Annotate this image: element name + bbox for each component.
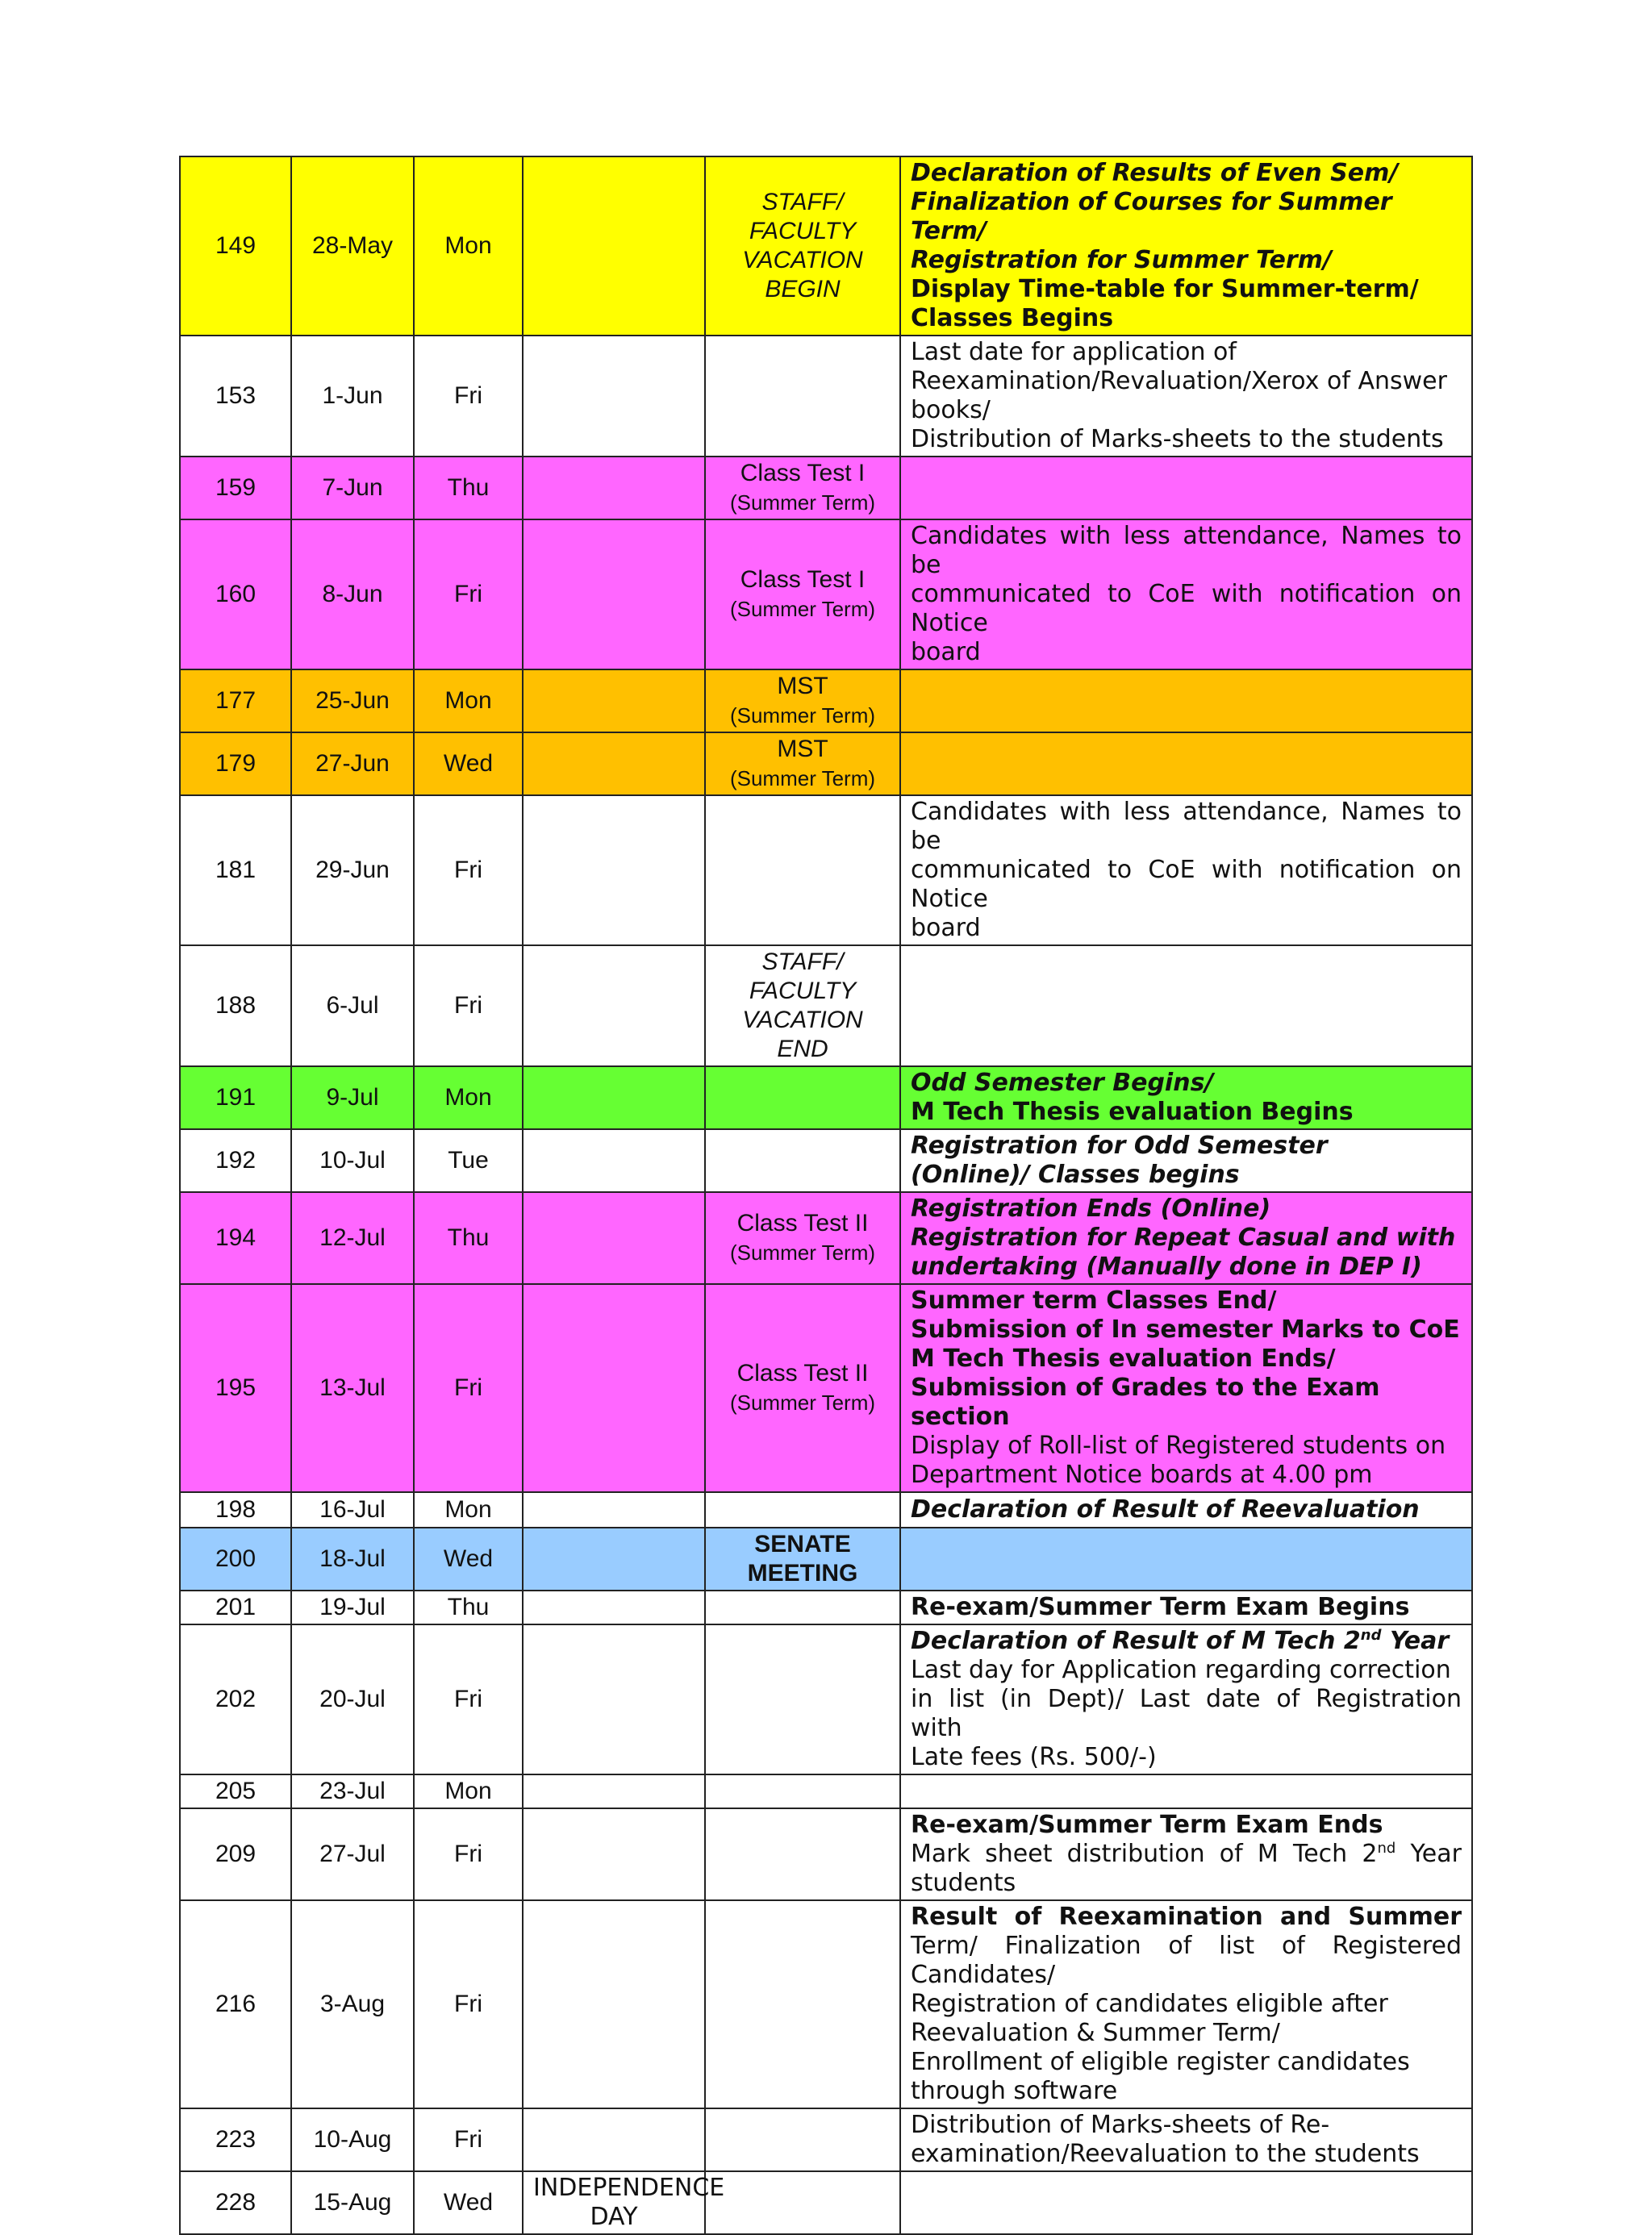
- activity-line: Display of Roll-list of Registered students on: [911, 1432, 1446, 1460]
- activity-line: Last date for application of: [911, 338, 1237, 366]
- activity-line: board: [911, 638, 981, 666]
- weekday-cell: Fri: [414, 2108, 523, 2171]
- activity-line: Summer term Classes End/: [911, 1286, 1277, 1315]
- activity-line: Registration Ends (Online): [911, 1195, 1271, 1223]
- activity-cell: [900, 457, 1472, 519]
- activity-line: books/: [911, 396, 991, 424]
- holiday-cell: [523, 457, 705, 519]
- activity-cell: [900, 1528, 1472, 1591]
- weekday-cell: Wed: [414, 1528, 523, 1591]
- activity-line: communicated to CoE with notification on Notice: [911, 580, 1462, 637]
- activity-line: Submission of In semester Marks to CoE: [911, 1316, 1460, 1344]
- activity-cell: [900, 1492, 1472, 1528]
- event-cell: [705, 1774, 900, 1808]
- activity-line: Distribution of Marks-sheets of Re-: [911, 2111, 1330, 2139]
- activity-line: Reexamination/Revaluation/Xerox of Answer: [911, 367, 1447, 395]
- event-line: STAFF/: [761, 949, 844, 975]
- weekday-cell: Fri: [414, 336, 523, 457]
- calendar-row: [180, 336, 1472, 457]
- activity-cell: [900, 669, 1472, 732]
- day-number-cell: 194: [180, 1192, 291, 1284]
- calendar-row: [180, 457, 1472, 519]
- activity-line: Declaration of Result of M Tech 2nd Year: [911, 1627, 1450, 1655]
- date-cell: 20-Jul: [291, 1624, 414, 1774]
- calendar-row: [180, 1492, 1472, 1528]
- activity-cell: [900, 1591, 1472, 1624]
- holiday-cell: [523, 1591, 705, 1624]
- event-cell: [705, 1129, 900, 1192]
- event-cell: [705, 732, 900, 795]
- activity-line: Re-exam/Summer Term Exam Ends: [911, 1811, 1383, 1839]
- event-cell: [705, 1900, 900, 2108]
- day-number-cell: 209: [180, 1808, 291, 1900]
- activity-cell: [900, 1808, 1472, 1900]
- event-cell: [705, 1528, 900, 1591]
- holiday-cell: [523, 732, 705, 795]
- weekday-cell: Fri: [414, 519, 523, 669]
- academic-calendar-table: [179, 156, 1473, 2235]
- event-cell: [705, 2171, 900, 2234]
- activity-line: Registration for Repeat Casual and with: [911, 1224, 1456, 1252]
- holiday-cell: [523, 669, 705, 732]
- calendar-row: [180, 2171, 1472, 2234]
- calendar-row: [180, 519, 1472, 669]
- weekday-cell: Fri: [414, 795, 523, 945]
- event-line: (Summer Term): [729, 703, 876, 728]
- day-number-cell: 192: [180, 1129, 291, 1192]
- activity-line: Enrollment of eligible register candidates: [911, 2048, 1410, 2076]
- activity-line: Finalization of Courses for Summer Term/: [911, 188, 1392, 245]
- holiday-cell: [523, 1774, 705, 1808]
- event-cell: [705, 1492, 900, 1528]
- day-number-cell: 200: [180, 1528, 291, 1591]
- event-line: (Summer Term): [729, 766, 876, 790]
- day-number-cell: 228: [180, 2171, 291, 2234]
- calendar-row: [180, 1624, 1472, 1774]
- day-number-cell: 205: [180, 1774, 291, 1808]
- activity-cell: [900, 1284, 1472, 1492]
- calendar-row: [180, 1808, 1472, 1900]
- holiday-cell: [523, 336, 705, 457]
- activity-line: Department Notice boards at 4.00 pm: [911, 1461, 1373, 1489]
- weekday-cell: Mon: [414, 669, 523, 732]
- activity-line: Reevaluation & Summer Term/: [911, 2019, 1280, 2047]
- date-cell: 23-Jul: [291, 1774, 414, 1808]
- event-line: FACULTY: [749, 978, 857, 1004]
- day-number-cell: 191: [180, 1066, 291, 1129]
- event-cell: [705, 945, 900, 1066]
- date-cell: 10-Jul: [291, 1129, 414, 1192]
- event-cell: [705, 1624, 900, 1774]
- activity-line: Candidates with less attendance, Names to be: [911, 522, 1462, 579]
- activity-cell: [900, 2171, 1472, 2234]
- day-number-cell: 181: [180, 795, 291, 945]
- date-cell: 6-Jul: [291, 945, 414, 1066]
- weekday-cell: Wed: [414, 732, 523, 795]
- activity-line: Declaration of Results of Even Sem/: [911, 159, 1399, 187]
- event-line: VACATION: [742, 1007, 863, 1033]
- holiday-cell: [523, 945, 705, 1066]
- date-cell: 18-Jul: [291, 1528, 414, 1591]
- event-line: Class Test II: [736, 1210, 869, 1236]
- date-cell: 13-Jul: [291, 1284, 414, 1492]
- activity-line: Odd Semester Begins/: [911, 1069, 1214, 1097]
- holiday-cell: [523, 795, 705, 945]
- event-cell: [705, 1192, 900, 1284]
- event-cell: [705, 669, 900, 732]
- date-cell: 12-Jul: [291, 1192, 414, 1284]
- date-cell: 27-Jun: [291, 732, 414, 795]
- holiday-cell: [523, 1808, 705, 1900]
- weekday-cell: Fri: [414, 1284, 523, 1492]
- date-cell: 19-Jul: [291, 1591, 414, 1624]
- event-cell: [705, 1808, 900, 1900]
- activity-line: Classes Begins: [911, 304, 1114, 332]
- activity-line: in list (in Dept)/ Last date of Registration with: [911, 1685, 1462, 1742]
- day-number-cell: 198: [180, 1492, 291, 1528]
- calendar-row: [180, 1284, 1472, 1492]
- date-cell: 16-Jul: [291, 1492, 414, 1528]
- event-line: SENATE: [754, 1531, 851, 1557]
- activity-line: Candidates with less attendance, Names to be: [911, 798, 1462, 855]
- activity-line: Last day for Application regarding correction: [911, 1656, 1451, 1684]
- activity-line: Submission of Grades to the Exam section: [911, 1374, 1380, 1431]
- activity-line: Candidates/: [911, 1961, 1056, 1989]
- activity-line: Result of Reexamination and Summer: [911, 1903, 1462, 1931]
- event-line: VACATION: [742, 247, 863, 273]
- weekday-cell: Thu: [414, 1591, 523, 1624]
- day-number-cell: 201: [180, 1591, 291, 1624]
- activity-line: Registration of candidates eligible after: [911, 1990, 1388, 2018]
- activity-cell: [900, 1774, 1472, 1808]
- activity-line: (Online)/ Classes begins: [911, 1161, 1240, 1189]
- date-cell: 27-Jul: [291, 1808, 414, 1900]
- weekday-cell: Mon: [414, 1066, 523, 1129]
- activity-cell: [900, 336, 1472, 457]
- calendar-row: [180, 1591, 1472, 1624]
- holiday-cell: [523, 1900, 705, 2108]
- calendar-row: [180, 732, 1472, 795]
- activity-line: Re-exam/Summer Term Exam Begins: [911, 1593, 1410, 1621]
- calendar-row: [180, 1900, 1472, 2108]
- calendar-row: [180, 945, 1472, 1066]
- activity-line: Term/ Finalization of list of Registered: [911, 1932, 1462, 1960]
- activity-cell: [900, 1129, 1472, 1192]
- event-cell: [705, 1591, 900, 1624]
- day-number-cell: 149: [180, 156, 291, 336]
- calendar-row: [180, 795, 1472, 945]
- activity-line: Mark sheet distribution of M Tech 2nd Year: [911, 1840, 1462, 1868]
- date-cell: 9-Jul: [291, 1066, 414, 1129]
- date-cell: 8-Jun: [291, 519, 414, 669]
- weekday-cell: Fri: [414, 1808, 523, 1900]
- day-number-cell: 153: [180, 336, 291, 457]
- holiday-cell: [523, 1284, 705, 1492]
- event-line: FACULTY: [749, 218, 857, 244]
- activity-line: communicated to CoE with notification on Notice: [911, 856, 1462, 913]
- calendar-row: [180, 1066, 1472, 1129]
- holiday-cell: [523, 1528, 705, 1591]
- event-cell: [705, 156, 900, 336]
- calendar-row: [180, 1129, 1472, 1192]
- activity-cell: [900, 945, 1472, 1066]
- holiday-cell: [523, 519, 705, 669]
- calendar-body: [180, 156, 1472, 2234]
- event-line: END: [777, 1036, 828, 1062]
- activity-line: examination/Reevaluation to the students: [911, 2140, 1420, 2168]
- weekday-cell: Mon: [414, 1492, 523, 1528]
- calendar-row: [180, 1192, 1472, 1284]
- activity-cell: [900, 519, 1472, 669]
- weekday-cell: Fri: [414, 1624, 523, 1774]
- event-cell: [705, 1066, 900, 1129]
- activity-line: board: [911, 914, 981, 942]
- day-number-cell: 160: [180, 519, 291, 669]
- event-line: (Summer Term): [729, 1241, 876, 1265]
- event-line: STAFF/: [761, 189, 844, 215]
- calendar-row: [180, 2108, 1472, 2171]
- activity-line: Display Time-table for Summer-term/: [911, 275, 1419, 303]
- calendar-row: [180, 1774, 1472, 1808]
- event-line: Class Test II: [736, 1360, 869, 1386]
- day-number-cell: 159: [180, 457, 291, 519]
- date-cell: 7-Jun: [291, 457, 414, 519]
- calendar-row: [180, 669, 1472, 732]
- event-cell: [705, 795, 900, 945]
- event-line: BEGIN: [765, 276, 841, 302]
- activity-cell: [900, 156, 1472, 336]
- weekday-cell: Wed: [414, 2171, 523, 2234]
- day-number-cell: 223: [180, 2108, 291, 2171]
- event-line: (Summer Term): [729, 490, 876, 515]
- event-cell: [705, 2108, 900, 2171]
- event-line: MEETING: [747, 1560, 858, 1587]
- day-number-cell: 177: [180, 669, 291, 732]
- date-cell: 3-Aug: [291, 1900, 414, 2108]
- holiday-cell: [523, 1129, 705, 1192]
- date-cell: 25-Jun: [291, 669, 414, 732]
- event-line: MST: [777, 736, 828, 762]
- activity-cell: [900, 1900, 1472, 2108]
- weekday-cell: Thu: [414, 457, 523, 519]
- activity-cell: [900, 2108, 1472, 2171]
- holiday-cell: [523, 156, 705, 336]
- activity-cell: [900, 1192, 1472, 1284]
- event-cell: [705, 1284, 900, 1492]
- activity-line: Late fees (Rs. 500/-): [911, 1743, 1157, 1771]
- activity-line: students: [911, 1869, 1016, 1897]
- weekday-cell: Fri: [414, 1900, 523, 2108]
- holiday-cell: [523, 1066, 705, 1129]
- activity-cell: [900, 795, 1472, 945]
- date-cell: 28-May: [291, 156, 414, 336]
- holiday-cell: [523, 2108, 705, 2171]
- activity-line: Declaration of Result of Reevaluation: [911, 1495, 1420, 1524]
- activity-line: undertaking (Manually done in DEP I): [911, 1253, 1422, 1281]
- day-number-cell: 202: [180, 1624, 291, 1774]
- activity-line: through software: [911, 2077, 1118, 2105]
- date-cell: 10-Aug: [291, 2108, 414, 2171]
- calendar-row: [180, 156, 1472, 336]
- day-number-cell: 188: [180, 945, 291, 1066]
- day-number-cell: 179: [180, 732, 291, 795]
- event-line: (Summer Term): [729, 597, 876, 621]
- holiday-cell: INDEPENDENCE DAY: [523, 2171, 705, 2234]
- event-line: Class Test I: [740, 460, 866, 486]
- activity-line: Distribution of Marks-sheets to the students: [911, 425, 1444, 453]
- event-cell: [705, 457, 900, 519]
- day-number-cell: 216: [180, 1900, 291, 2108]
- activity-line: Registration for Odd Semester: [911, 1132, 1328, 1160]
- activity-cell: [900, 732, 1472, 795]
- activity-line: M Tech Thesis evaluation Begins: [911, 1098, 1354, 1126]
- event-line: (Summer Term): [729, 1391, 876, 1415]
- holiday-cell: [523, 1624, 705, 1774]
- event-cell: [705, 336, 900, 457]
- calendar-row: [180, 1528, 1472, 1591]
- holiday-cell: [523, 1192, 705, 1284]
- event-line: MST: [777, 673, 828, 699]
- weekday-cell: Thu: [414, 1192, 523, 1284]
- activity-cell: [900, 1624, 1472, 1774]
- event-cell: [705, 519, 900, 669]
- date-cell: 1-Jun: [291, 336, 414, 457]
- activity-line: Registration for Summer Term/: [911, 246, 1332, 274]
- activity-cell: [900, 1066, 1472, 1129]
- holiday-cell: [523, 1492, 705, 1528]
- date-cell: 29-Jun: [291, 795, 414, 945]
- activity-line: M Tech Thesis evaluation Ends/: [911, 1345, 1336, 1373]
- date-cell: 15-Aug: [291, 2171, 414, 2234]
- weekday-cell: Tue: [414, 1129, 523, 1192]
- weekday-cell: Mon: [414, 156, 523, 336]
- weekday-cell: Mon: [414, 1774, 523, 1808]
- day-number-cell: 195: [180, 1284, 291, 1492]
- event-line: Class Test I: [740, 566, 866, 593]
- weekday-cell: Fri: [414, 945, 523, 1066]
